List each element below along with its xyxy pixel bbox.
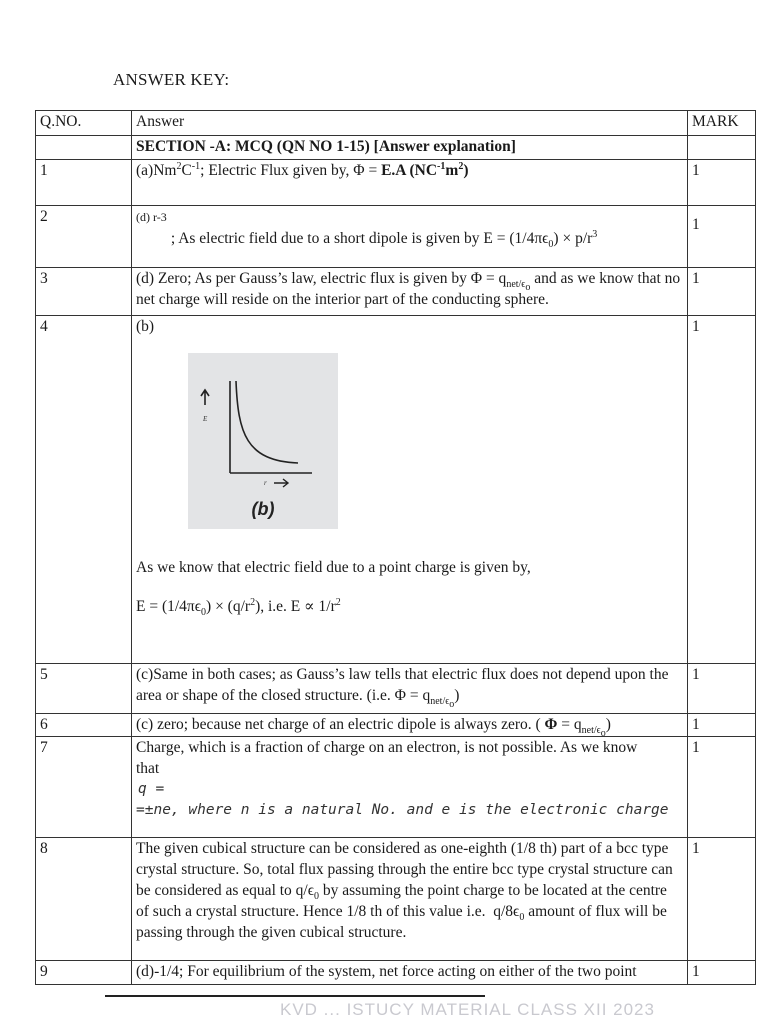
answer-text: The given cubical structure can be considered as one-eighth (1/8 th) part of a bcc type crystal structure. So, total flux passing through the entire bcc type crystal structure can be considered as equal to $q/\epsilon_0$ by assuming the point charge to be located at the centre of such a crystal structure. Hence 1/8 th of this value i.e. $q/8\epsilon_0$ amount of flux will be passing through the given cubical structure. bbox=[132, 838, 688, 961]
question-number: 1 bbox=[36, 160, 132, 206]
mark-value: 1 bbox=[688, 737, 756, 838]
answer-line: that bbox=[136, 760, 160, 777]
answer-text bbox=[132, 316, 688, 664]
answer-text: $(a)Nm^2C^{-1}$; Electric Flux given by, Φ = E.A $(NC^{-1}m^2)$ bbox=[132, 160, 688, 206]
page-title: ANSWER KEY: bbox=[113, 70, 230, 89]
answer-option: (b) bbox=[136, 318, 155, 335]
question-number: 2 bbox=[36, 206, 132, 268]
answer-text bbox=[132, 737, 688, 838]
question-number: 3 bbox=[36, 268, 132, 316]
table-row bbox=[36, 737, 756, 838]
answer-text: (c) zero; because net charge of an electric dipole is always zero. ( $\Phi = q_{net/\epsilon_o}$) bbox=[132, 714, 688, 737]
table-row bbox=[36, 160, 756, 206]
x-axis-label: r bbox=[264, 479, 267, 487]
mark-value: 1 bbox=[688, 206, 756, 268]
y-axis-label: E bbox=[203, 415, 208, 423]
answer-header: Answer bbox=[132, 111, 688, 136]
table-row bbox=[36, 664, 756, 714]
table-header-row bbox=[36, 111, 756, 136]
answer-text: (c)Same in both cases; as Gauss’s law tells that electric flux does not depend upon the area or shape of the closed structure. (i.e. $\Phi = q_{net/\epsilon_o}$) bbox=[132, 664, 688, 714]
explanation-text: As we know that electric field due to a point charge is given by, bbox=[136, 559, 531, 576]
divider bbox=[105, 995, 485, 997]
mark-value: 1 bbox=[688, 961, 756, 985]
table-row bbox=[36, 838, 756, 961]
table-row bbox=[36, 268, 756, 316]
answer-text: (d) r-3 ; As electric field due to a short dipole is given by $E = (1/4\pi\epsilon_0) \times p/r^3$ bbox=[132, 206, 688, 268]
mark-value: 1 bbox=[688, 664, 756, 714]
answer-key-table bbox=[35, 110, 756, 985]
question-number: 7 bbox=[36, 737, 132, 838]
figure-caption: (b) bbox=[251, 499, 275, 519]
table-row bbox=[36, 961, 756, 985]
table-row bbox=[36, 316, 756, 664]
section-heading: SECTION -A: MCQ (QN NO 1-15) [Answer explanation] bbox=[132, 136, 688, 160]
table-row bbox=[36, 714, 756, 737]
mark-value: 1 bbox=[688, 160, 756, 206]
mark-header: MARK bbox=[688, 111, 756, 136]
watermark: KVD ... ISTUCY MATERIAL CLASS XII 2023 bbox=[280, 1000, 655, 1019]
question-number: 5 bbox=[36, 664, 132, 714]
mark-value: 1 bbox=[688, 268, 756, 316]
question-number: 8 bbox=[36, 838, 132, 961]
answer-line: =±ne, where n is a natural No. and e is the electronic charge bbox=[136, 802, 669, 818]
question-number: 9 bbox=[36, 961, 132, 985]
answer-text: (d) Zero; As per Gauss’s law, electric flux is given by $\Phi = q_{net/\epsilon_o}$ and as we know that no net charge will reside on the interior part of the conducting sphere. bbox=[132, 268, 688, 316]
question-number: 6 bbox=[36, 714, 132, 737]
section-row bbox=[36, 136, 756, 160]
mark-value: 1 bbox=[688, 714, 756, 737]
answer-line: Charge, which is a fraction of charge on an electron, is not possible. As we know bbox=[136, 739, 638, 756]
answer-line: q = bbox=[138, 781, 165, 797]
question-number: 4 bbox=[36, 316, 132, 664]
formula-text: $E = (1/4\pi\epsilon_0) \times (q/r^2)$, i.e. $E \propto 1/r^2$ bbox=[136, 596, 341, 619]
answer-text: (d)-1/4; For equilibrium of the system, net force acting on either of the two point bbox=[132, 961, 688, 985]
graph-figure bbox=[188, 353, 338, 529]
mark-value: 1 bbox=[688, 316, 756, 664]
mark-value: 1 bbox=[688, 838, 756, 961]
qno-header: Q.NO. bbox=[36, 111, 132, 136]
table-row bbox=[36, 206, 756, 268]
